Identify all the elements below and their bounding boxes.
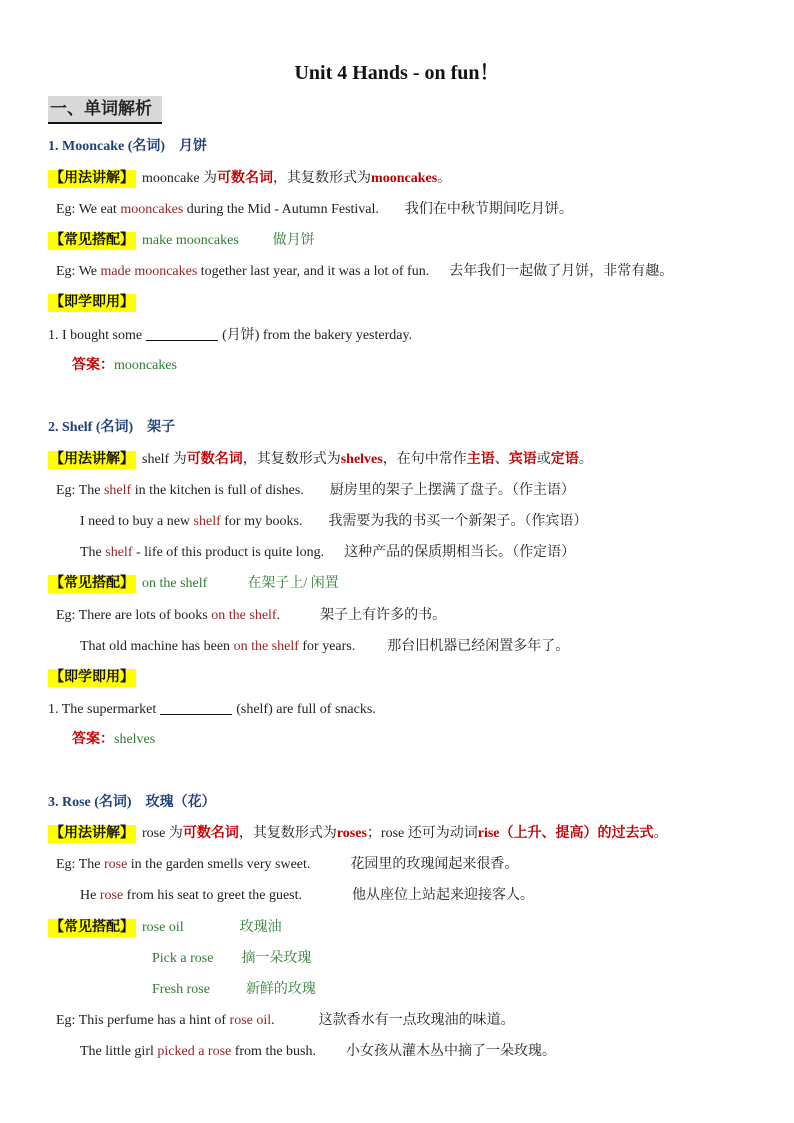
- text: That old machine has been: [80, 639, 231, 654]
- example-row: [56, 856, 518, 874]
- word-meaning: 玫瑰（花）: [145, 795, 216, 810]
- word-label: 1. Mooncake (名词): [48, 139, 166, 154]
- example-row: [56, 1012, 515, 1030]
- word-heading-shelf: [48, 419, 175, 437]
- example-row: [80, 887, 534, 905]
- answer-label: 答案：: [72, 732, 114, 747]
- answer-blank[interactable]: [146, 326, 218, 341]
- translation: 去年我们一起做了月饼，非常有趣。: [449, 264, 674, 279]
- example-row: [80, 638, 569, 656]
- text: The: [80, 545, 102, 560]
- example-row: [56, 201, 573, 219]
- highlight: 可数名词: [186, 452, 243, 467]
- example-keyword: shelf: [193, 514, 221, 529]
- example-keyword: rose: [99, 888, 124, 903]
- collocation-tag: 【常见搭配】: [50, 576, 134, 591]
- text: from the bush.: [234, 1044, 316, 1059]
- word-meaning: 月饼: [179, 139, 208, 154]
- highlight: 定语: [550, 452, 579, 467]
- usage-row: [48, 451, 593, 469]
- answer-row: [72, 731, 155, 749]
- collocation-row: [48, 575, 339, 593]
- text: Eg: We: [56, 264, 97, 279]
- text: Eg: We eat: [56, 202, 117, 217]
- text: ，其复数形式为: [242, 452, 341, 467]
- collocation: rose oil: [142, 920, 184, 935]
- text: .: [271, 1013, 275, 1028]
- practice-tag: 【即学即用】: [50, 295, 134, 310]
- translation: 我们在中秋节期间吃月饼。: [404, 202, 573, 217]
- collocation: make mooncakes: [142, 233, 239, 248]
- answer-label: 答案：: [72, 358, 114, 373]
- text: 1. I bought some: [48, 328, 143, 343]
- translation: 他从座位上站起来迎接客人。: [352, 888, 534, 903]
- word-label: 2. Shelf (名词): [48, 420, 134, 435]
- text: for years.: [302, 639, 356, 654]
- text: 或: [536, 452, 551, 467]
- example-keyword: rose oil: [229, 1013, 272, 1028]
- translation: 那台旧机器已经闲置多年了。: [387, 639, 570, 654]
- text: mooncake 为: [142, 171, 218, 186]
- translation: 小女孩从灌木丛中摘了一朵玫瑰。: [346, 1044, 556, 1059]
- highlight: shelves: [340, 452, 383, 467]
- collocation-tag: 【常见搭配】: [50, 920, 134, 935]
- translation: 这款香水有一点玫瑰油的味道。: [318, 1013, 515, 1028]
- collocation: on the shelf: [142, 576, 208, 591]
- text: ，其复数形式为: [238, 826, 337, 841]
- highlight: rise（上升、提高）的过去式: [477, 826, 654, 841]
- usage-tag: 【用法讲解】: [50, 826, 134, 841]
- example-keyword: rose: [103, 857, 128, 872]
- text: (shelf) are full of snacks.: [236, 702, 376, 717]
- text: 。: [653, 826, 668, 841]
- usage-row: [48, 170, 451, 188]
- text: ；rose 还可为动词: [366, 826, 478, 841]
- example-keyword: shelf: [105, 545, 133, 560]
- page-title: Unit 4 Hands - on fun！: [294, 62, 500, 84]
- highlight: 可数名词: [217, 171, 274, 186]
- example-keyword: mooncakes: [120, 202, 184, 217]
- example-row: [56, 263, 673, 281]
- text: ，其复数形式为: [273, 171, 372, 186]
- example-row: [56, 482, 575, 500]
- text: for my books.: [224, 514, 303, 529]
- text: Eg: The: [56, 483, 101, 498]
- example-keyword: shelf: [103, 483, 132, 498]
- text: ，在句中常作: [382, 452, 467, 467]
- text: Eg: The: [56, 857, 101, 872]
- example-keyword: on the shelf: [211, 608, 277, 623]
- text: The little girl: [80, 1044, 154, 1059]
- word-heading-mooncake: [48, 138, 207, 156]
- text: (月饼) from the bakery yesterday.: [222, 328, 413, 343]
- translation: 我需要为我的书买一个新架子。（作宾语）: [328, 514, 588, 529]
- section-heading: 一、单词解析: [48, 96, 162, 124]
- collocation-meaning: 做月饼: [272, 233, 315, 248]
- text: in the garden smells very sweet.: [130, 857, 311, 872]
- collocation-meaning: 摘一朵玫瑰: [241, 951, 312, 966]
- example-row: [56, 607, 446, 625]
- translation: 架子上有许多的书。: [320, 608, 447, 623]
- practice-tag: 【即学即用】: [50, 670, 134, 685]
- text: 1. The supermarket: [48, 702, 157, 717]
- collocation-meaning: 玫瑰油: [239, 920, 282, 935]
- collocation-meaning: 新鲜的玫瑰: [245, 982, 316, 997]
- text: 、: [494, 452, 509, 467]
- example-keyword: picked a rose: [157, 1044, 232, 1059]
- highlight: 宾语: [508, 452, 537, 467]
- highlight: 主语: [466, 452, 495, 467]
- text: in the kitchen is full of dishes.: [134, 483, 304, 498]
- example-row: [80, 513, 587, 531]
- usage-tag: 【用法讲解】: [50, 452, 134, 467]
- practice-row: [48, 294, 142, 312]
- practice-row: [48, 669, 142, 687]
- text: - life of this product is quite long.: [132, 545, 325, 560]
- translation: 这种产品的保质期相当长。（作定语）: [344, 545, 576, 560]
- translation: 花园里的玫瑰闻起来很香。: [350, 857, 519, 872]
- highlight: roses: [336, 826, 367, 841]
- text: I need to buy a new: [80, 514, 191, 529]
- answer-blank[interactable]: [160, 700, 232, 715]
- text: Eg: There are lots of books: [56, 608, 208, 623]
- collocation-row: [152, 981, 316, 999]
- answer-value: mooncakes: [114, 358, 177, 373]
- usage-row: [48, 825, 668, 843]
- word-heading-rose: [48, 794, 216, 812]
- text: He: [80, 888, 97, 903]
- text: Eg: This perfume has a hint of: [56, 1013, 227, 1028]
- collocation-meaning: 在架子上/ 闲置: [247, 576, 339, 591]
- text: 。: [437, 171, 452, 186]
- collocation-row: [152, 950, 311, 968]
- practice-question: [48, 326, 412, 345]
- highlight: mooncakes: [371, 171, 438, 186]
- example-keyword: made mooncakes: [100, 264, 198, 279]
- highlight: 可数名词: [182, 826, 239, 841]
- collocation: Fresh rose: [152, 982, 210, 997]
- usage-tag: 【用法讲解】: [50, 171, 134, 186]
- collocation-row: [48, 232, 315, 250]
- text: rose 为: [142, 826, 183, 841]
- text: together last year, and it was a lot of fun.: [200, 264, 430, 279]
- text: .: [276, 608, 281, 623]
- example-row: [80, 544, 575, 562]
- text: shelf 为: [142, 452, 187, 467]
- collocation: Pick a rose: [152, 951, 214, 966]
- example-row: [80, 1043, 556, 1061]
- collocation-row: [48, 919, 282, 937]
- text: during the Mid - Autumn Festival.: [186, 202, 379, 217]
- text: 。: [578, 452, 593, 467]
- text: from his seat to greet the guest.: [126, 888, 302, 903]
- answer-value: shelves: [114, 732, 156, 747]
- word-label: 3. Rose (名词): [48, 795, 132, 810]
- word-meaning: 架子: [147, 420, 176, 435]
- practice-question: [48, 700, 376, 719]
- example-keyword: on the shelf: [233, 639, 299, 654]
- collocation-tag: 【常见搭配】: [50, 233, 134, 248]
- answer-row: [72, 357, 177, 375]
- translation: 厨房里的架子上摆满了盘子。（作主语）: [329, 483, 575, 498]
